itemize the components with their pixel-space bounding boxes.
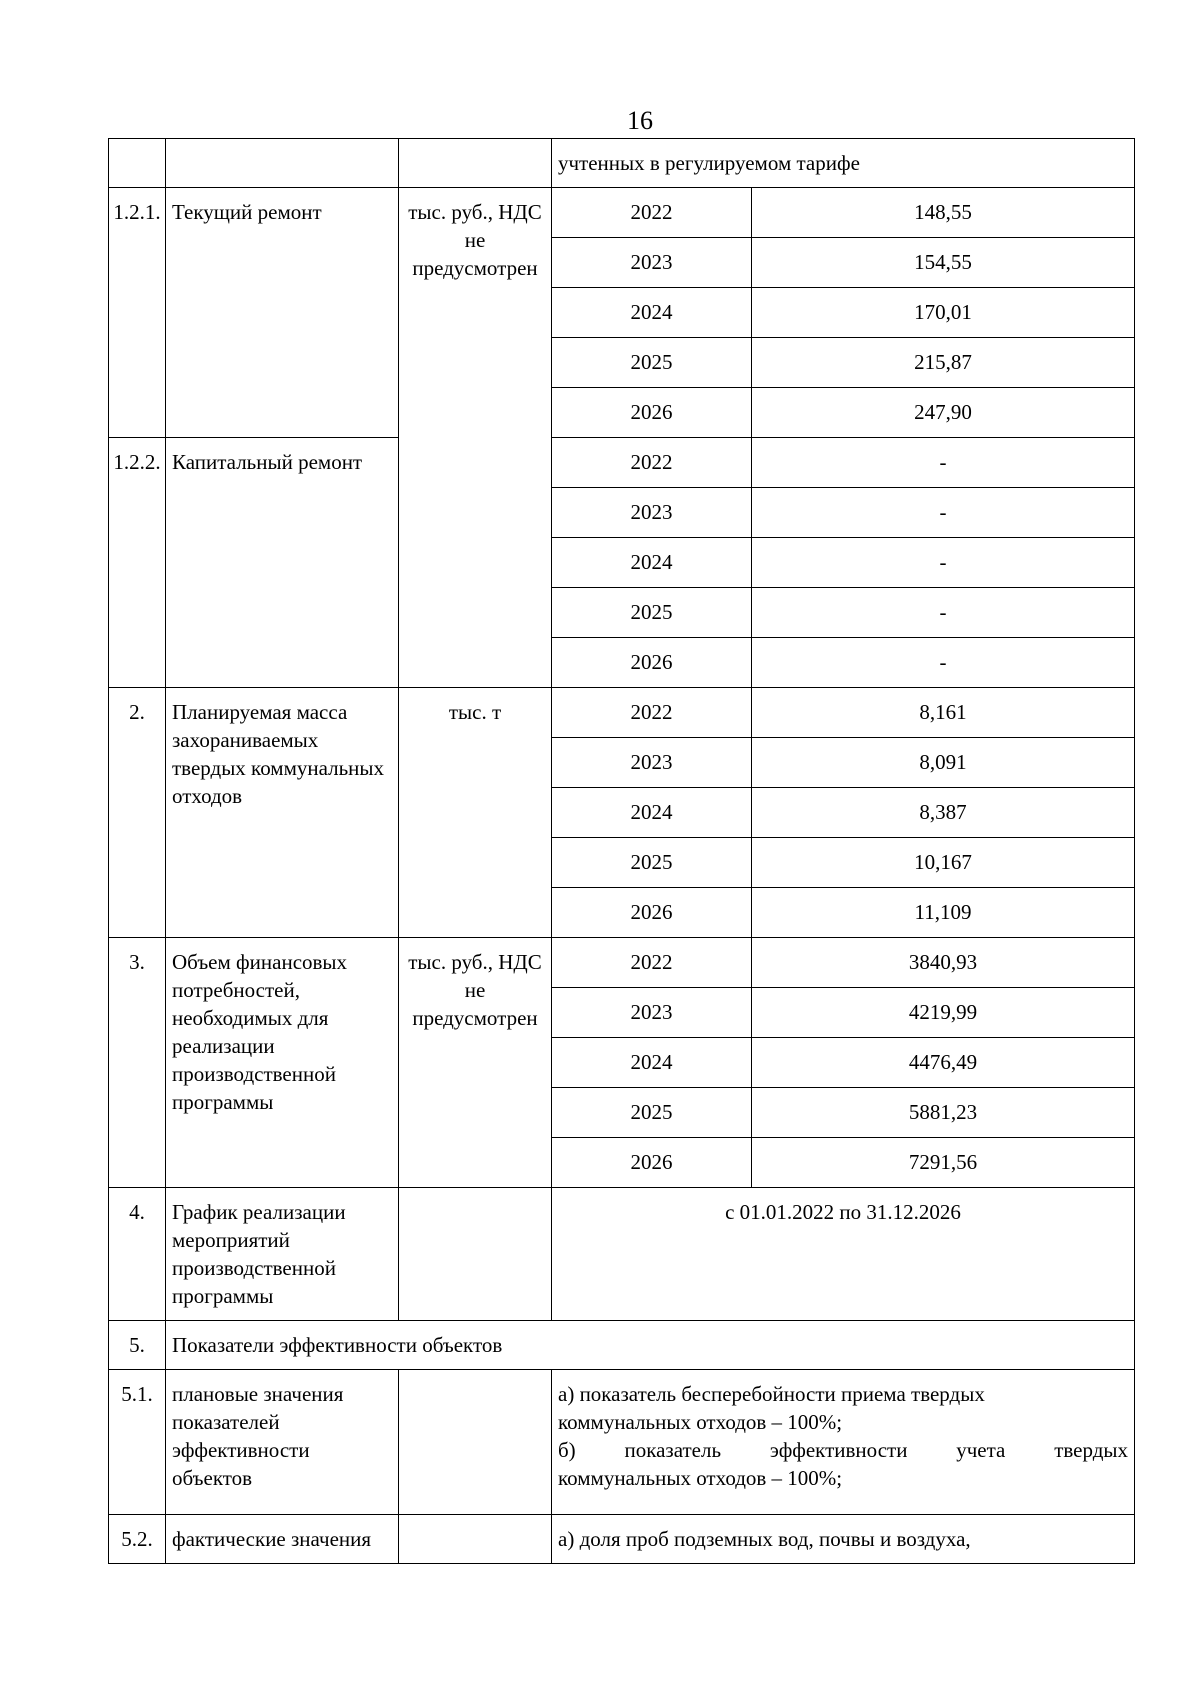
- row-number: 3.: [109, 938, 166, 1188]
- row-unit: тыс. руб., НДС не предусмотрен: [399, 188, 552, 688]
- row-number: 4.: [109, 1188, 166, 1321]
- value-cell: 148,55: [752, 188, 1135, 238]
- value-cell: 8,161: [752, 688, 1135, 738]
- value-cell: 4219,99: [752, 988, 1135, 1038]
- table-row: [109, 688, 1135, 738]
- year-cell: 2025: [552, 588, 752, 638]
- planned-indicators: [552, 1370, 1135, 1515]
- value-cell: 154,55: [752, 238, 1135, 288]
- year-cell: 2025: [552, 338, 752, 388]
- year-cell: 2026: [552, 388, 752, 438]
- year-cell: 2024: [552, 1038, 752, 1088]
- value-cell: 5881,23: [752, 1088, 1135, 1138]
- page-number: 16: [627, 106, 653, 135]
- year-cell: 2023: [552, 988, 752, 1038]
- year-cell: 2023: [552, 488, 752, 538]
- year-cell: 2026: [552, 888, 752, 938]
- year-cell: 2025: [552, 1088, 752, 1138]
- indicator-line: коммунальных отходов – 100%;: [558, 1410, 843, 1434]
- row-unit: тыс. руб., НДС не предусмотрен: [399, 938, 552, 1188]
- program-table: [108, 138, 1135, 1564]
- row-number: 5.1.: [109, 1370, 166, 1515]
- year-cell: 2022: [552, 938, 752, 988]
- table-row: [109, 938, 1135, 988]
- row-name: Текущий ремонт: [166, 188, 399, 438]
- section-heading: Показатели эффективности объектов: [166, 1321, 1135, 1370]
- value-cell: 215,87: [752, 338, 1135, 388]
- year-cell: 2022: [552, 688, 752, 738]
- row-name: плановые значения показателей эффективности объектов: [166, 1370, 399, 1515]
- value-cell: 8,091: [752, 738, 1135, 788]
- year-cell: 2022: [552, 188, 752, 238]
- row-number: 1.2.2.: [109, 438, 166, 688]
- indicator-line: коммунальных отходов – 100%;: [558, 1466, 843, 1490]
- actual-indicators: а) доля проб подземных вод, почвы и воздуха,: [552, 1515, 1135, 1564]
- table-row: [109, 1321, 1135, 1370]
- row-number: 5.: [109, 1321, 166, 1370]
- value-cell: -: [752, 538, 1135, 588]
- value-cell: 170,01: [752, 288, 1135, 338]
- row-number: 5.2.: [109, 1515, 166, 1564]
- value-cell: -: [752, 638, 1135, 688]
- row-name: Объем финансовых потребностей, необходимых для реализации производственной программы: [166, 938, 399, 1188]
- value-cell: 247,90: [752, 388, 1135, 438]
- table-row: [109, 1370, 1135, 1515]
- value-cell: 7291,56: [752, 1138, 1135, 1188]
- value-cell: -: [752, 488, 1135, 538]
- cell-empty: [399, 139, 552, 188]
- indicator-line: б) показатель эффективности учета твердых: [558, 1438, 1128, 1462]
- year-cell: 2025: [552, 838, 752, 888]
- table-row: [109, 1188, 1135, 1321]
- cell-empty: [109, 139, 166, 188]
- cell-empty: [399, 1515, 552, 1564]
- value-cell: 11,109: [752, 888, 1135, 938]
- row-name: фактические значения: [166, 1515, 399, 1564]
- table-row: [109, 1515, 1135, 1564]
- table-row: [109, 188, 1135, 238]
- cell-empty: [399, 1370, 552, 1515]
- row-number: 2.: [109, 688, 166, 938]
- row-name: Капитальный ремонт: [166, 438, 399, 688]
- year-cell: 2024: [552, 788, 752, 838]
- cell-empty: [166, 139, 399, 188]
- row-name: График реализации мероприятий производственной программы: [166, 1188, 399, 1321]
- table-row: [109, 438, 1135, 488]
- row-name: Планируемая масса захораниваемых твердых коммунальных отходов: [166, 688, 399, 938]
- value-cell: -: [752, 588, 1135, 638]
- year-cell: 2024: [552, 288, 752, 338]
- row-unit: тыс. т: [399, 688, 552, 938]
- year-cell: 2023: [552, 238, 752, 288]
- row-number: 1.2.1.: [109, 188, 166, 438]
- value-cell: 10,167: [752, 838, 1135, 888]
- indicator-line: а) показатель бесперебойности приема твердых: [558, 1382, 985, 1406]
- value-cell: -: [752, 438, 1135, 488]
- year-cell: 2026: [552, 638, 752, 688]
- year-cell: 2022: [552, 438, 752, 488]
- schedule-period: с 01.01.2022 по 31.12.2026: [552, 1188, 1135, 1321]
- value-cell: 4476,49: [752, 1038, 1135, 1088]
- year-cell: 2023: [552, 738, 752, 788]
- value-cell: 8,387: [752, 788, 1135, 838]
- continuation-text: учтенных в регулируемом тарифе: [552, 139, 1135, 188]
- year-cell: 2024: [552, 538, 752, 588]
- cell-empty: [399, 1188, 552, 1321]
- table-row: [109, 139, 1135, 188]
- value-cell: 3840,93: [752, 938, 1135, 988]
- year-cell: 2026: [552, 1138, 752, 1188]
